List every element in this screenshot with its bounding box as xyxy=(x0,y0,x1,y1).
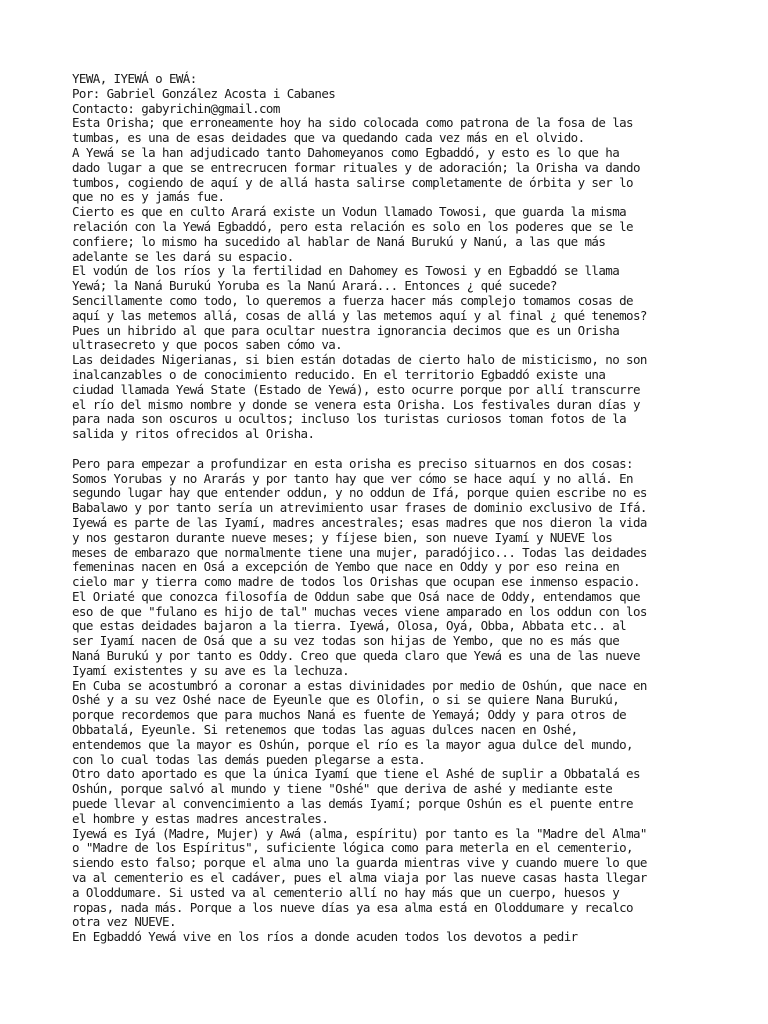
text-line: Obbatalá, Eyeunle. Si retenemos que todas las aguas dulces nacen en Oshé, xyxy=(72,722,578,738)
text-line: En Egbaddó Yewá vive en los ríos a donde acuden todos los devotos a pedir xyxy=(72,929,578,945)
text-line: Cierto es que en culto Arará existe un Vodun llamado Towosi, que guarda la misma xyxy=(72,204,627,220)
text-line: A Yewá se la han adjudicado tanto Dahomeyanos como Egbaddó, y esto es lo que ha xyxy=(72,144,620,160)
text-line: Babalawo y por tanto sería un atrevimiento usar frases de dominio exclusivo de Ifá. xyxy=(72,500,647,516)
document-page xyxy=(72,72,712,945)
text-line: Oshé y a su vez Oshé nace de Eyeunle que es Olofin, o si se quiere Nana Burukú, xyxy=(72,692,620,708)
text-line: y nos gestaron durante nueve meses; y fíjese bien, son nueve Iyamí y NUEVE los xyxy=(72,529,613,545)
text-line: para nada son oscuros u ocultos; incluso los turistas curiosos toman fotos de la xyxy=(72,411,627,427)
text-line: meses de embarazo que normalmente tiene una mujer, paradójico... Todas las deidades xyxy=(72,544,647,560)
text-line: El vodún de los ríos y la fertilidad en Dahomey es Towosi y en Egbaddó se llama xyxy=(72,263,620,279)
text-line: Pues un hibrido al que para ocultar nuestra ignorancia decimos que es un Orisha xyxy=(72,322,620,338)
text-line: con lo cual todas las demás pueden plegarse a esta. xyxy=(72,751,426,767)
text-line: aquí y las metemos allá, cosas de allá y las metemos aquí y al final ¿ qué tenemos? xyxy=(72,307,647,323)
text-line: Pero para empezar a profundizar en esta orisha es preciso situarnos en dos cosas: xyxy=(72,455,633,471)
text-line: adelante se les dará su espacio. xyxy=(72,248,294,264)
text-line: el hombre y estas madres ancestrales. xyxy=(72,810,329,826)
text-line: ciudad llamada Yewá State (Estado de Yewá), esto ocurre porque por allí transcurre xyxy=(72,381,640,397)
text-line: confiere; lo mismo ha sucedido al hablar de Naná Burukú y Nanú, a las que más xyxy=(72,233,606,249)
text-line: Sencillamente como todo, lo queremos a fuerza hacer más complejo tomamos cosas de xyxy=(72,292,633,308)
text-line: ropas, nada más. Porque a los nueve días ya esa alma está en Oloddumare y recalco xyxy=(72,899,633,915)
text-line: otra vez NUEVE. xyxy=(72,914,176,930)
text-line: Oshún, porque salvó al mundo y tiene "Oshé" que deriva de ashé y mediante este xyxy=(72,781,613,797)
text-line: Iyamí existentes y su ave es la lechuza. xyxy=(72,662,350,678)
text-line: porque recordemos que para muchos Naná es fuente de Yemayá; Oddy y para otros de xyxy=(72,707,627,723)
document-title: YEWA, IYEWÁ o EWÁ: xyxy=(72,71,197,86)
text-line: inalcanzables o de conocimiento reducido. En el territorio Egbaddó existe una xyxy=(72,366,606,382)
text-line: El Oriaté que conozca filosofía de Oddun sabe que Osá nace de Oddy, entendamos que xyxy=(72,588,640,604)
text-line: Yewá; la Naná Burukú Yoruba es la Nanú Arará... Entonces ¿ qué sucede? xyxy=(72,278,557,294)
text-line: Naná Burukú y por tanto es Oddy. Creo que queda claro que Yewá es una de las nueve xyxy=(72,648,640,664)
text-line: que no es y jamás fue. xyxy=(72,189,225,205)
contact-line: Contacto: gabyrichin@gmail.com xyxy=(72,100,280,116)
text-line: que estas deidades bajaron a la tierra. Iyewá, Olosa, Oyá, Obba, Abbata etc.. al xyxy=(72,618,627,634)
text-line: ser Iyamí nacen de Osá que a su vez todas son hijas de Yembo, que no es más que xyxy=(72,633,620,649)
text-line: salida y ritos ofrecidos al Orisha. xyxy=(72,426,315,442)
text-line: siendo esto falso; porque el alma uno la guarda mientras vive y cuando muere lo que xyxy=(72,855,647,871)
text-line: va al cementerio es el cadáver, pues el alma viaja por las nueve casas hasta llegar xyxy=(72,870,647,886)
text-line: femeninas nacen en Osá a excepción de Yembo que nace en Oddy y por eso reina en xyxy=(72,559,620,575)
text-line: segundo lugar hay que entender oddun, y no oddun de Ifá, porque quien escribe no es xyxy=(72,485,647,501)
text-line: tumbos, cogiendo de aquí y de allá hasta salirse completamente de órbita y ser lo xyxy=(72,174,633,190)
text-line: puede llevar al convencimiento a las demás Iyamí; porque Oshún es el puente entre xyxy=(72,796,633,812)
text-line: el río del mismo nombre y donde se venera esta Orisha. Los festivales duran días y xyxy=(72,396,640,412)
text-line: a Oloddumare. Si usted va al cementerio allí no hay más que un cuerpo, huesos y xyxy=(72,884,620,900)
text-line xyxy=(72,442,712,457)
text-line: dado lugar a que se entrecrucen formar rituales y de adoración; la Orisha va dando xyxy=(72,159,640,175)
text-line: En Cuba se acostumbró a coronar a estas divinidades por medio de Oshún, que nace en xyxy=(72,677,647,693)
text-line: o "Madre de los Espíritus", suficiente lógica como para meterla en el cementerio, xyxy=(72,840,633,856)
text-line: Las deidades Nigerianas, si bien están dotadas de cierto halo de misticismo, no son xyxy=(72,352,647,368)
text-line: ultrasecreto y que pocos saben cómo va. xyxy=(72,337,343,353)
text-line: relación con la Yewá Egbaddó, pero esta relación es solo en los poderes que se le xyxy=(72,218,633,234)
text-line: Otro dato aportado es que la única Iyamí que tiene el Ashé de suplir a Obbatalá es xyxy=(72,766,640,782)
text-line: Somos Yorubas y no Ararás y por tanto hay que ver cómo se hace aquí y no allá. En xyxy=(72,470,633,486)
author-line: Por: Gabriel González Acosta i Cabanes xyxy=(72,85,336,101)
text-line: Esta Orisha; que erroneamente hoy ha sido colocada como patrona de la fosa de las xyxy=(72,115,633,131)
text-line: eso de que "fulano es hijo de tal" muchas veces viene amparado en los oddun con los xyxy=(72,603,647,619)
text-line: cielo mar y tierra como madre de todos los Orishas que ocupan ese inmenso espacio. xyxy=(72,574,640,590)
text-line: entendemos que la mayor es Oshún, porque el río es la mayor agua dulce del mundo, xyxy=(72,736,633,752)
text-line: Iyewá es Iyá (Madre, Mujer) y Awá (alma, espíritu) por tanto es la "Madre del Alma" xyxy=(72,825,647,841)
text-line: tumbas, es una de esas deidades que va quedando cada vez más en el olvido. xyxy=(72,130,585,146)
text-line: Iyewá es parte de las Iyamí, madres ancestrales; esas madres que nos dieron la vida xyxy=(72,514,647,530)
